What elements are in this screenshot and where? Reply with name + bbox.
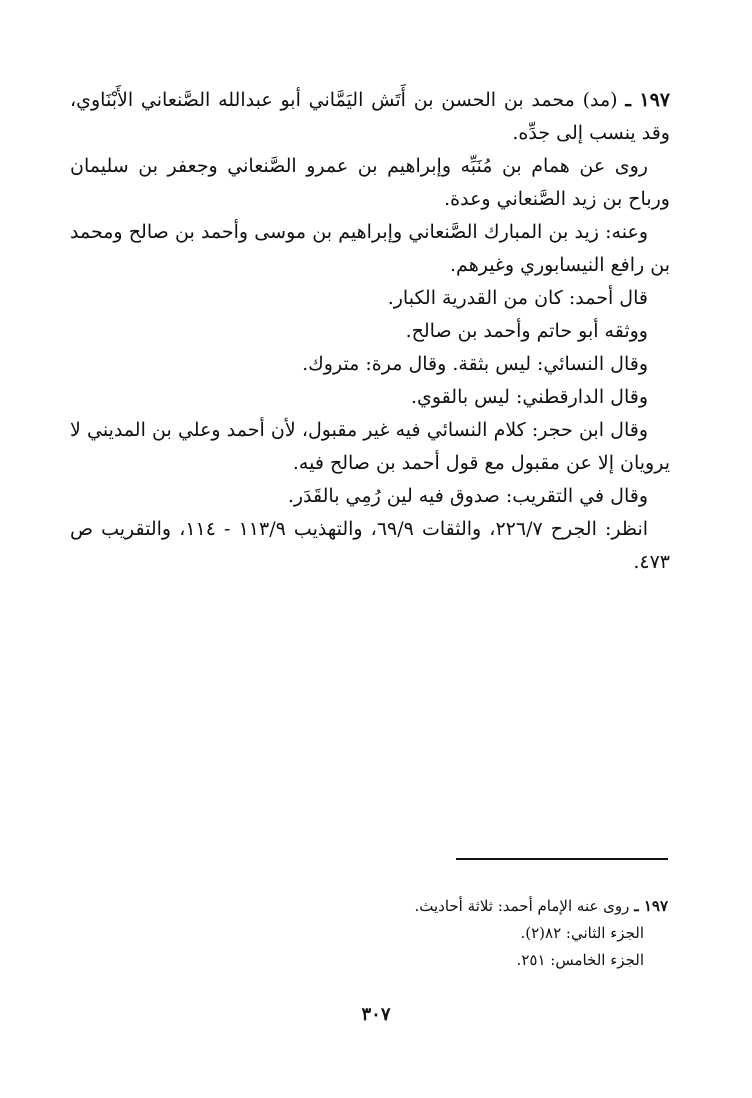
ahmad-statement: قال أحمد: كان من القدرية الكبار.: [387, 287, 648, 309]
entry-body: [70, 84, 670, 579]
entry-header: [70, 84, 670, 150]
daraqutni-statement: وقال الدارقطني: ليس بالقوي.: [410, 386, 648, 408]
footnote-line-2: الجزء الثاني: ٨٢(٢).: [520, 924, 644, 942]
entry-header-text: (مد) محمد بن الحسن بن أَتَش اليَمَّاني أبو عبدالله الصَّنعاني الأَبْنَاوي، وقد ينسب إلى جدِّه.: [70, 89, 670, 144]
taqrib-statement: وقال في التقريب: صدوق فيه لين رُمِي بالقَدَر.: [287, 485, 648, 507]
footnote-number: ١٩٧ ـ: [634, 897, 668, 915]
footnotes-section: [300, 893, 668, 974]
entry-number: ١٩٧ ـ: [625, 89, 670, 111]
nasai-statement: وقال النسائي: ليس بثقة. وقال مرة: متروك.: [302, 353, 648, 375]
page-number: ٣٠٧: [361, 1004, 391, 1025]
footnote-text-1: روى عنه الإمام أحمد: ثلاثة أحاديث.: [414, 897, 630, 915]
narrated-from-paragraph: روى عن همام بن مُنَبِّه وإبراهيم بن عمرو الصَّنعاني وجعفر بن سليمان ورباح بن زيد الصَّنعاني وعدة.: [70, 155, 670, 210]
footnote-divider: [456, 858, 668, 860]
narrators-paragraph: وعنه: زيد بن المبارك الصَّنعاني وإبراهيم بن موسى وأحمد بن صالح ومحمد بن رافع النيسابوري وغيرهم.: [70, 221, 670, 276]
footnote-line-1: [300, 893, 668, 920]
footnote-line-3: الجزء الخامس: ٢٥١.: [516, 951, 644, 969]
sources-paragraph: انظر: الجرح ٢٢٦/٧، والثقات ٦٩/٩، والتهذيب ١١٣/٩ - ١١٤، والتقريب ص ٤٧٣.: [70, 518, 670, 573]
ibn-hajar-statement: وقال ابن حجر: كلام النسائي فيه غير مقبول، لأن أحمد وعلي بن المديني لا يرويان إلا عن مقبول مع قول أحمد بن صالح فيه.: [70, 419, 670, 474]
tawthiq-statement: ووثقه أبو حاتم وأحمد بن صالح.: [405, 320, 648, 342]
